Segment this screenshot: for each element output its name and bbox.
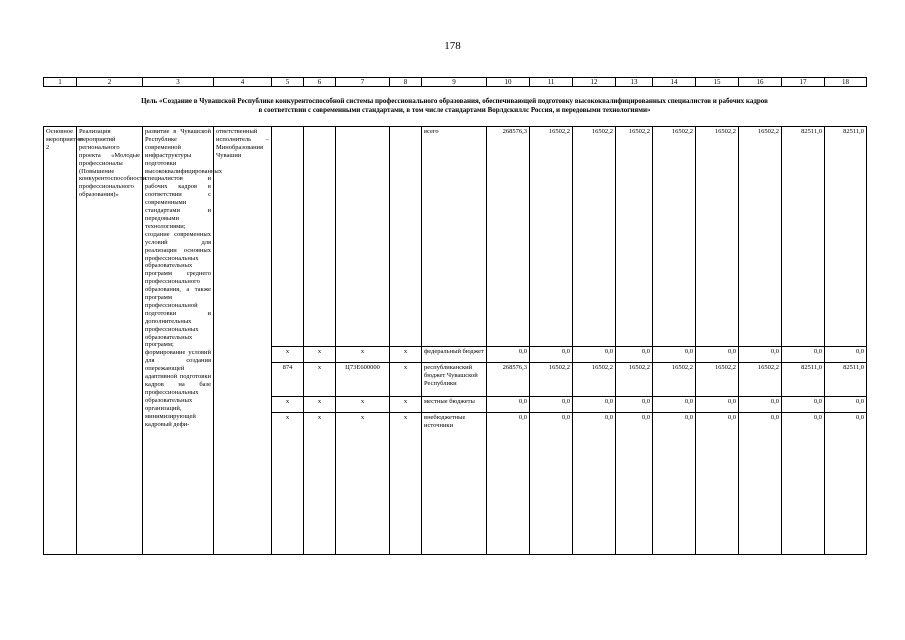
page-number: 178	[444, 40, 461, 52]
amount-cell: 0,0	[739, 347, 782, 363]
amount-cell: 0,0	[825, 397, 867, 413]
expense-type-cell: x	[390, 347, 422, 363]
admin-code-cell: x	[272, 413, 304, 555]
amount-cell: 0,0	[487, 347, 530, 363]
funding-source-cell: всего	[422, 127, 487, 347]
amount-cell: 0,0	[653, 347, 696, 363]
amount-cell: 16502,2	[530, 363, 573, 397]
expense-type-cell	[390, 127, 422, 347]
expense-type-cell: x	[390, 363, 422, 397]
column-number-14: 14	[653, 78, 696, 87]
column-number-10: 10	[487, 78, 530, 87]
activity-name-cell: Реализация мероприятий регионального проекта «Молодые профессионалы (Повышение конкурентоспособности профессионального образования)»	[77, 127, 143, 555]
expense-type-cell: x	[390, 397, 422, 413]
amount-cell: 0,0	[530, 413, 573, 555]
amount-cell: 0,0	[696, 347, 739, 363]
amount-cell: 0,0	[487, 397, 530, 413]
amount-cell: 82511,0	[825, 363, 867, 397]
amount-cell: 16502,2	[739, 127, 782, 347]
amount-cell: 0,0	[739, 413, 782, 555]
target-article-cell	[336, 127, 390, 347]
goal-title-line-1: Цель «Создание в Чувашской Республике конкурентоспособной системы профессионального образования, обеспечивающей подготовку высококвалифицированных специалистов и рабочих кадров	[141, 97, 768, 105]
section-code-cell: x	[304, 347, 336, 363]
goal-title	[43, 97, 866, 115]
target-article-cell: x	[336, 397, 390, 413]
column-number-12: 12	[573, 78, 616, 87]
column-number-3: 3	[143, 78, 214, 87]
table-row-total	[44, 127, 867, 347]
amount-cell: 268576,3	[487, 363, 530, 397]
amount-cell: 16502,2	[739, 363, 782, 397]
section-code-cell: x	[304, 397, 336, 413]
funding-source-cell: местные бюджеты	[422, 397, 487, 413]
column-number-header	[43, 77, 867, 87]
column-number-1: 1	[44, 78, 77, 87]
amount-cell: 82511,0	[782, 127, 825, 347]
amount-cell: 0,0	[782, 347, 825, 363]
column-number-11: 11	[530, 78, 573, 87]
admin-code-cell: x	[272, 347, 304, 363]
amount-cell: 82511,0	[825, 127, 867, 347]
amount-cell: 0,0	[696, 397, 739, 413]
amount-cell: 0,0	[573, 413, 616, 555]
amount-cell: 0,0	[782, 397, 825, 413]
column-number-8: 8	[390, 78, 422, 87]
admin-code-cell	[272, 127, 304, 347]
amount-cell: 16502,2	[616, 127, 653, 347]
amount-cell: 0,0	[653, 397, 696, 413]
amount-cell: 0,0	[653, 413, 696, 555]
funding-table	[43, 126, 867, 555]
amount-cell: 82511,0	[782, 363, 825, 397]
amount-cell: 0,0	[616, 397, 653, 413]
amount-cell: 0,0	[616, 413, 653, 555]
amount-cell: 16502,2	[653, 363, 696, 397]
column-number-17: 17	[782, 78, 825, 87]
admin-code-cell: 874	[272, 363, 304, 397]
column-number-6: 6	[304, 78, 336, 87]
amount-cell: 0,0	[696, 413, 739, 555]
amount-cell: 268576,3	[487, 127, 530, 347]
funding-source-cell: республиканский бюджет Чувашской Республики	[422, 363, 487, 397]
column-number-16: 16	[739, 78, 782, 87]
amount-cell: 0,0	[616, 347, 653, 363]
column-number-2: 2	[77, 78, 143, 87]
column-number-13: 13	[616, 78, 653, 87]
amount-cell: 16502,2	[573, 127, 616, 347]
section-code-cell	[304, 127, 336, 347]
amount-cell: 0,0	[825, 347, 867, 363]
target-article-cell: x	[336, 413, 390, 555]
expense-type-cell: x	[390, 413, 422, 555]
target-article-cell: Ц73Е600000	[336, 363, 390, 397]
amount-cell: 16502,2	[530, 127, 573, 347]
funding-source-cell: федеральный бюджет	[422, 347, 487, 363]
activity-goals-cell: развитие в Чувашской Республике современной инфраструктуры подготовки высококвалифицированных специалистов и рабочих кадров в соответствии с современными стандартами и передовыми технологиями; создание современных условий для реализации основных профессиональных образовательных программ среднего профессионального образования, а также программ профессиональной подготовки и дополнительных профессиональных образовательных программ; формирование условий для создания опережающей адаптивной подготовки кадров на базе профессиональных образовательных организаций, минимизирующей кадровый дефи-	[143, 127, 214, 555]
amount-cell: 0,0	[530, 347, 573, 363]
column-number-4: 4	[214, 78, 272, 87]
amount-cell: 16502,2	[696, 363, 739, 397]
amount-cell: 0,0	[739, 397, 782, 413]
amount-cell: 0,0	[782, 413, 825, 555]
column-number-5: 5	[272, 78, 304, 87]
section-code-cell: x	[304, 363, 336, 397]
responsible-executor-cell: ответственный исполнитель – Минобразования Чувашии	[214, 127, 272, 555]
admin-code-cell: x	[272, 397, 304, 413]
amount-cell: 16502,2	[573, 363, 616, 397]
target-article-cell: x	[336, 347, 390, 363]
funding-source-cell: внебюджетные источники	[422, 413, 487, 555]
amount-cell: 0,0	[573, 397, 616, 413]
goal-title-line-2: в соответствии с современными стандартами, в том числе стандартами Ворлдскиллс Россия, и передовыми технологиями»	[258, 106, 651, 114]
amount-cell: 16502,2	[653, 127, 696, 347]
amount-cell: 16502,2	[696, 127, 739, 347]
column-number-7: 7	[336, 78, 390, 87]
column-number-9: 9	[422, 78, 487, 87]
column-number-18: 18	[825, 78, 867, 87]
activity-number-cell: Основное мероприятие 2	[44, 127, 77, 555]
amount-cell: 16502,2	[616, 363, 653, 397]
amount-cell: 0,0	[487, 413, 530, 555]
amount-cell: 0,0	[573, 347, 616, 363]
section-code-cell: x	[304, 413, 336, 555]
amount-cell: 0,0	[530, 397, 573, 413]
column-number-15: 15	[696, 78, 739, 87]
amount-cell: 0,0	[825, 413, 867, 555]
